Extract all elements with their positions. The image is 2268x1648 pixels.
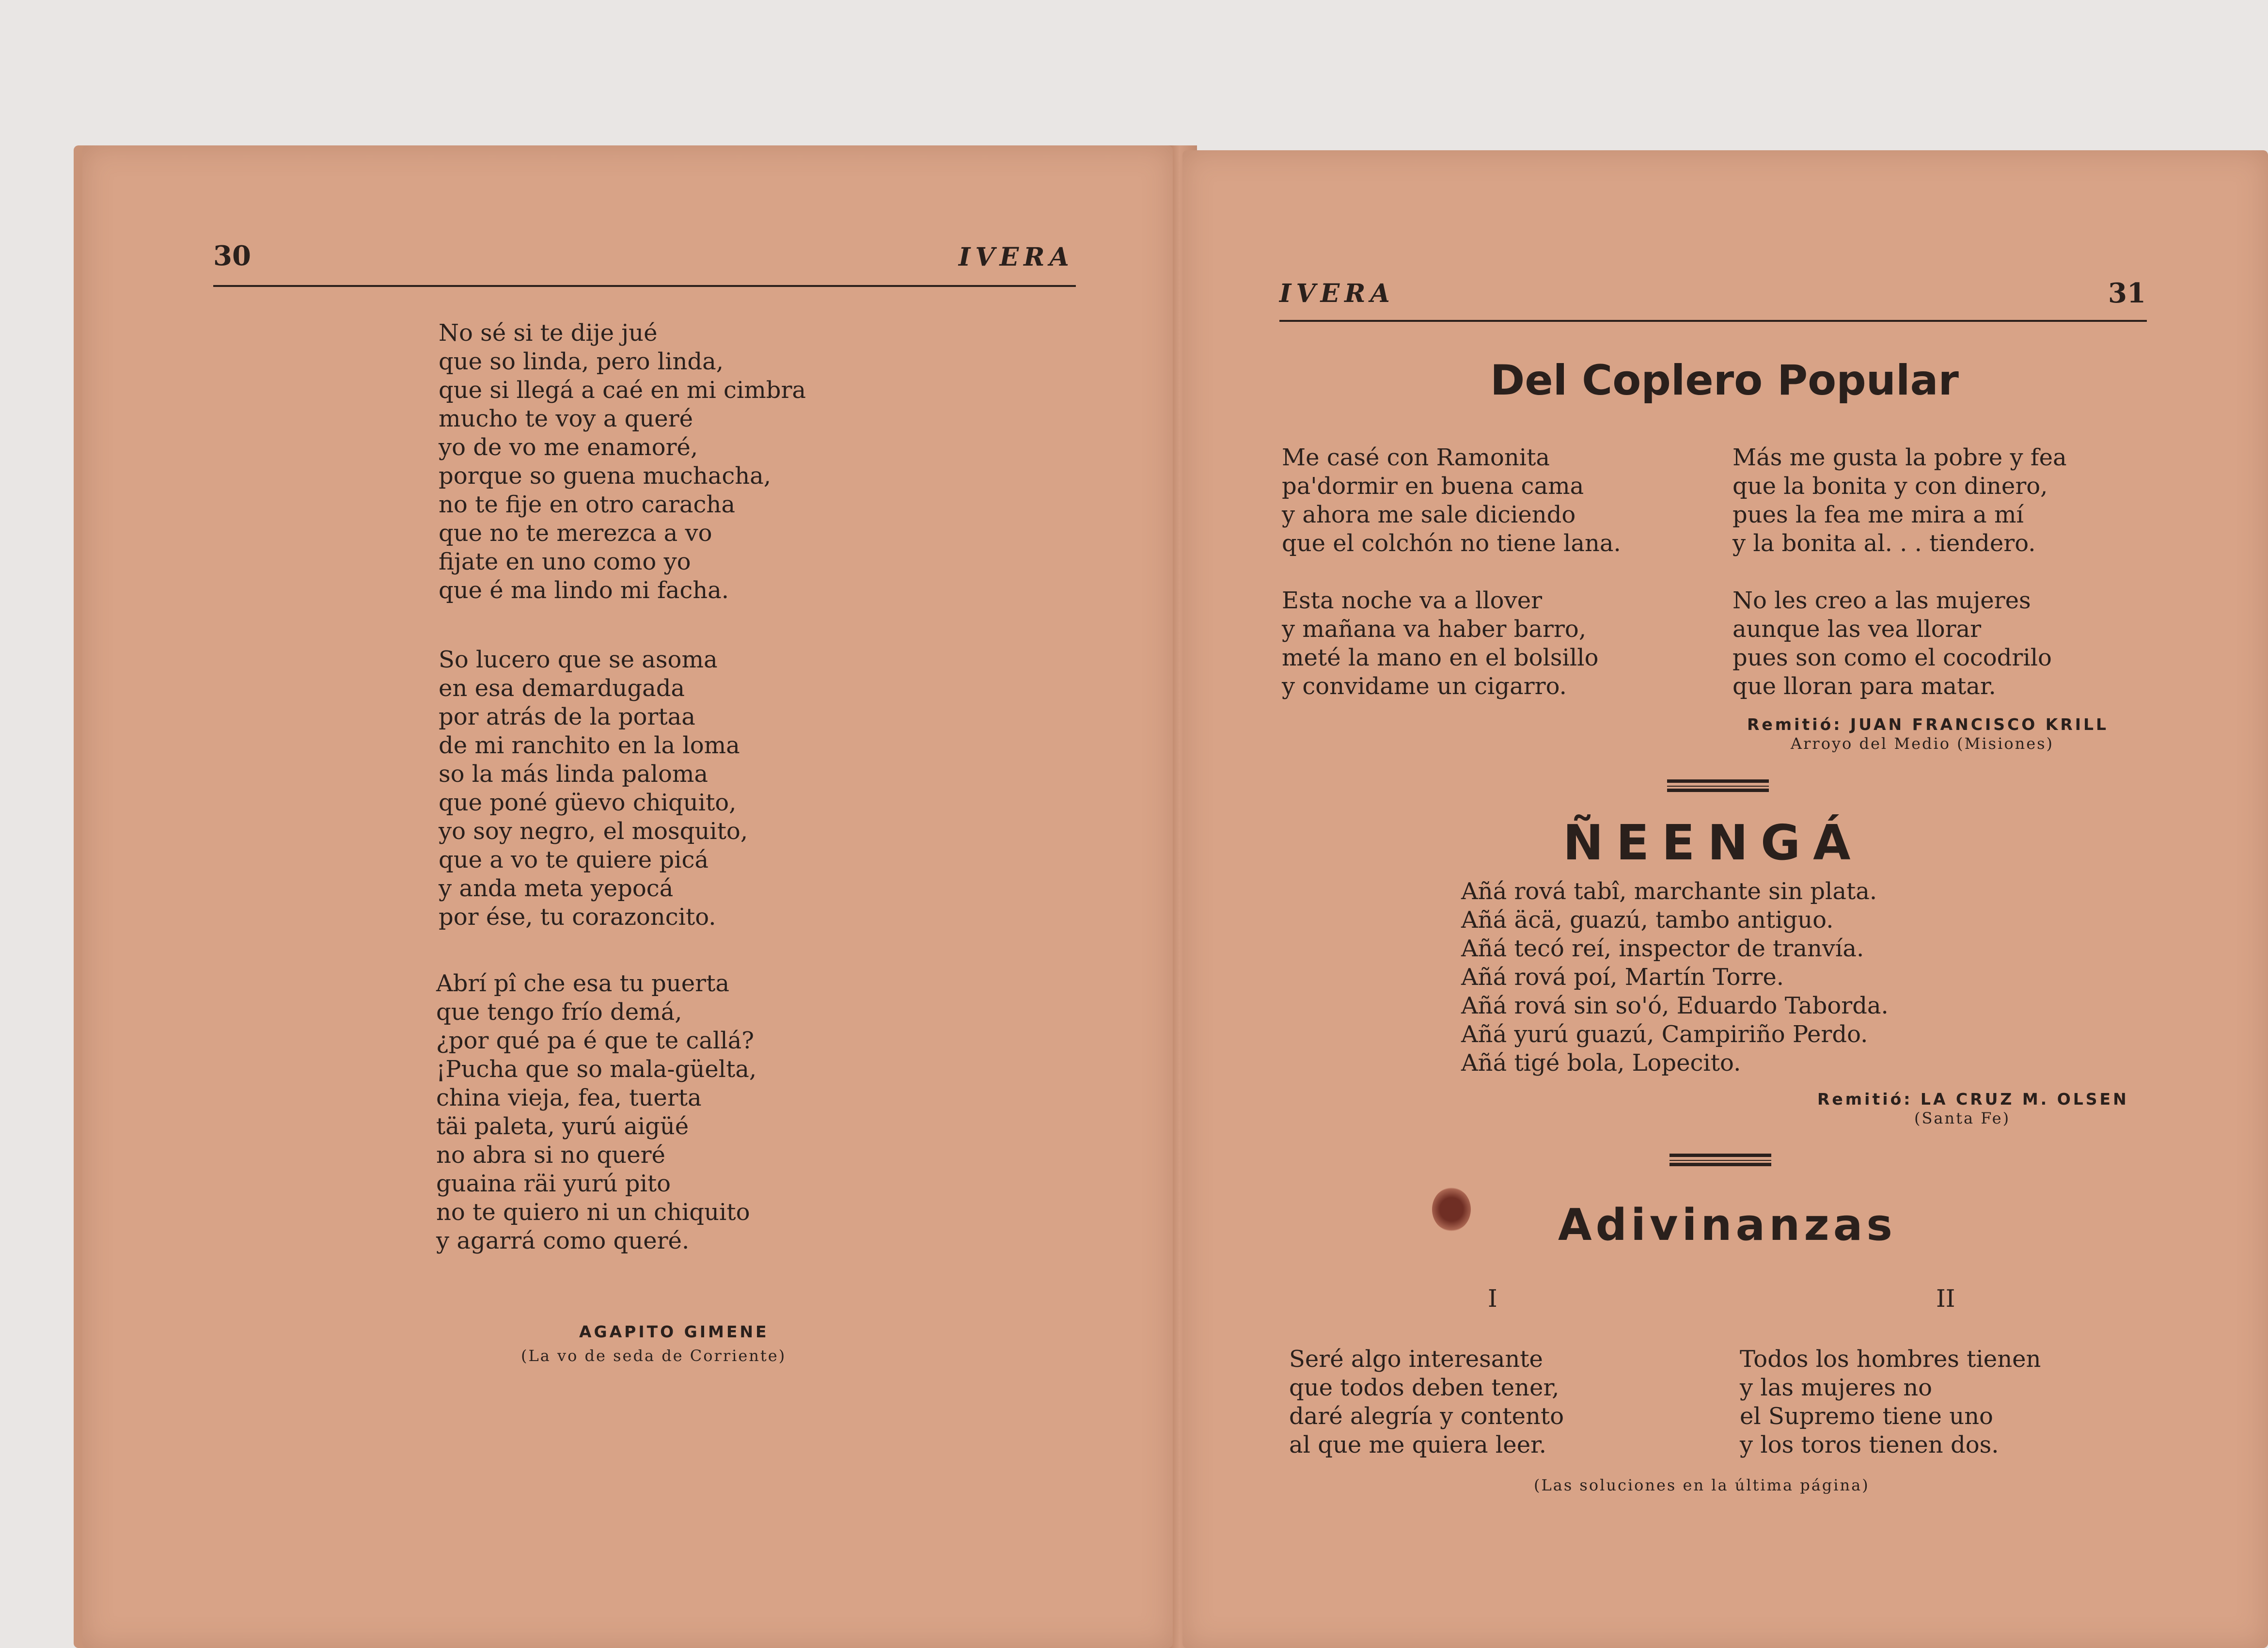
text-line: ¡Pucha que so mala-güelta, bbox=[436, 1056, 757, 1083]
text-line: no te fije en otro caracha bbox=[439, 491, 735, 518]
section-divider bbox=[1670, 1154, 1771, 1166]
text-line: Añá tigé bola, Lopecito. bbox=[1461, 1049, 1741, 1077]
text-line: y la bonita al. . . tiendero. bbox=[1732, 530, 2036, 557]
riddle-numeral-2: II bbox=[1936, 1284, 1955, 1313]
text-line: que si llegá a caé en mi cimbra bbox=[439, 377, 806, 404]
text-line: Añá yurú guazú, Campiriño Perdo. bbox=[1461, 1021, 1868, 1048]
text-line: porque so guena muchacha, bbox=[439, 462, 772, 490]
text-line: que todos deben tener, bbox=[1289, 1374, 1559, 1401]
text-line: mucho te voy a queré bbox=[439, 405, 693, 432]
text-line: no abra si no queré bbox=[436, 1141, 665, 1169]
text-line: No sé si te dije jué bbox=[439, 319, 658, 347]
text-line: que poné güevo chiquito, bbox=[439, 789, 737, 816]
text-line: meté la mano en el bolsillo bbox=[1282, 644, 1599, 671]
text-line: Añá äcä, guazú, tambo antiguo. bbox=[1461, 906, 1834, 934]
text-line: de mi ranchito en la loma bbox=[439, 732, 740, 759]
solutions-note: (Las soluciones en la última página) bbox=[1534, 1476, 1870, 1494]
section-title-coplero: Del Coplero Popular bbox=[1490, 356, 1959, 405]
text-line: por atrás de la portaa bbox=[439, 703, 695, 730]
text-line: Añá rová poí, Martín Torre. bbox=[1461, 964, 1784, 991]
copla-left-1 bbox=[1282, 444, 1621, 558]
text-line: pa'dormir en buena cama bbox=[1282, 473, 1584, 500]
text-line: Seré algo interesante bbox=[1289, 1346, 1543, 1373]
riddle-1 bbox=[1289, 1345, 1564, 1459]
text-line: y las mujeres no bbox=[1740, 1374, 1933, 1401]
text-line: so la más linda paloma bbox=[439, 761, 708, 788]
remitio-krill: Remitió: JUAN FRANCISCO KRILL bbox=[1747, 715, 2109, 734]
text-line: el Supremo tiene uno bbox=[1740, 1403, 1993, 1430]
section-title-neenga: ÑEENGÁ bbox=[1563, 814, 1863, 871]
right-page bbox=[1182, 150, 2268, 1648]
poem-stanza-3 bbox=[436, 969, 756, 1255]
text-line: por ése, tu corazoncito. bbox=[439, 903, 716, 931]
text-line: pues son como el cocodrilo bbox=[1732, 644, 2052, 671]
text-line: fijate en uno como yo bbox=[439, 548, 691, 575]
poem-stanza-2 bbox=[439, 646, 748, 932]
text-line: täi paleta, yurú aigüé bbox=[436, 1113, 689, 1140]
text-line: que lloran para matar. bbox=[1732, 673, 1996, 700]
text-line: no te quiero ni un chiquito bbox=[436, 1199, 750, 1226]
header-rule bbox=[213, 285, 1076, 287]
section-divider bbox=[1667, 779, 1769, 792]
text-line: china vieja, fea, tuerta bbox=[436, 1084, 702, 1111]
left-page bbox=[82, 145, 1173, 1648]
poem-author-note: (La vo de seda de Corriente) bbox=[521, 1347, 787, 1365]
text-line: que el colchón no tiene lana. bbox=[1282, 530, 1621, 557]
text-line: y convidame un cigarro. bbox=[1282, 673, 1567, 700]
text-line: que so linda, pero linda, bbox=[439, 348, 724, 375]
running-head: IVERA bbox=[959, 242, 1074, 272]
text-line: yo soy negro, el mosquito, bbox=[439, 818, 748, 845]
text-line: Añá rová sin so'ó, Eduardo Taborda. bbox=[1461, 992, 1889, 1019]
text-line: que é ma lindo mi facha. bbox=[439, 577, 729, 604]
text-line: Abrí pî che esa tu puerta bbox=[436, 970, 730, 997]
copla-right-1 bbox=[1732, 444, 2067, 558]
remitio-olsen: Remitió: LA CRUZ M. OLSEN bbox=[1817, 1090, 2129, 1109]
section-title-adivinanzas: Adivinanzas bbox=[1558, 1200, 1897, 1251]
text-line: y mañana va haber barro, bbox=[1282, 616, 1587, 643]
text-line: pues la fea me mira a mí bbox=[1732, 501, 2024, 528]
ink-stain bbox=[1432, 1188, 1471, 1231]
page-number: 30 bbox=[213, 240, 251, 272]
neenga-lines bbox=[1461, 877, 1889, 1078]
poem-stanza-1 bbox=[439, 319, 806, 605]
running-head: IVERA bbox=[1279, 279, 1395, 308]
text-line: y anda meta yepocá bbox=[439, 875, 674, 902]
copla-left-2 bbox=[1282, 586, 1598, 701]
text-line: Añá rová tabî, marchante sin plata. bbox=[1461, 878, 1877, 905]
text-line: que la bonita y con dinero, bbox=[1732, 473, 2048, 500]
text-line: y agarrá como queré. bbox=[436, 1227, 690, 1254]
remitio-krill-place: Arroyo del Medio (Misiones) bbox=[1791, 734, 2054, 753]
text-line: al que me quiera leer. bbox=[1289, 1431, 1547, 1458]
text-line: aunque las vea llorar bbox=[1732, 616, 1982, 643]
text-line: que tengo frío demá, bbox=[436, 998, 682, 1026]
remitio-olsen-place: (Santa Fe) bbox=[1914, 1109, 2011, 1127]
text-line: Me casé con Ramonita bbox=[1282, 444, 1550, 471]
riddle-numeral-1: I bbox=[1488, 1284, 1497, 1313]
text-line: Todos los hombres tienen bbox=[1740, 1346, 2041, 1373]
text-line: No les creo a las mujeres bbox=[1732, 587, 2031, 614]
text-line: y ahora me sale diciendo bbox=[1282, 501, 1576, 528]
riddle-2 bbox=[1740, 1345, 2041, 1459]
text-line: que no te merezca a vo bbox=[439, 520, 712, 547]
poem-author: AGAPITO GIMENE bbox=[579, 1322, 769, 1341]
text-line: que a vo te quiere picá bbox=[439, 846, 709, 873]
text-line: guaina räi yurú pito bbox=[436, 1170, 671, 1197]
header-rule bbox=[1279, 320, 2147, 322]
text-line: daré alegría y contento bbox=[1289, 1403, 1564, 1430]
page-number: 31 bbox=[2108, 277, 2146, 309]
text-line: Más me gusta la pobre y fea bbox=[1732, 444, 2067, 471]
text-line: Esta noche va a llover bbox=[1282, 587, 1543, 614]
text-line: en esa demardugada bbox=[439, 675, 685, 702]
text-line: So lucero que se asoma bbox=[439, 646, 718, 673]
text-line: ¿por qué pa é que te callá? bbox=[436, 1027, 754, 1054]
copla-right-2 bbox=[1732, 586, 2052, 701]
text-line: y los toros tienen dos. bbox=[1740, 1431, 1999, 1458]
text-line: yo de vo me enamoré, bbox=[439, 434, 698, 461]
text-line: Añá tecó reí, inspector de tranvía. bbox=[1461, 935, 1864, 962]
